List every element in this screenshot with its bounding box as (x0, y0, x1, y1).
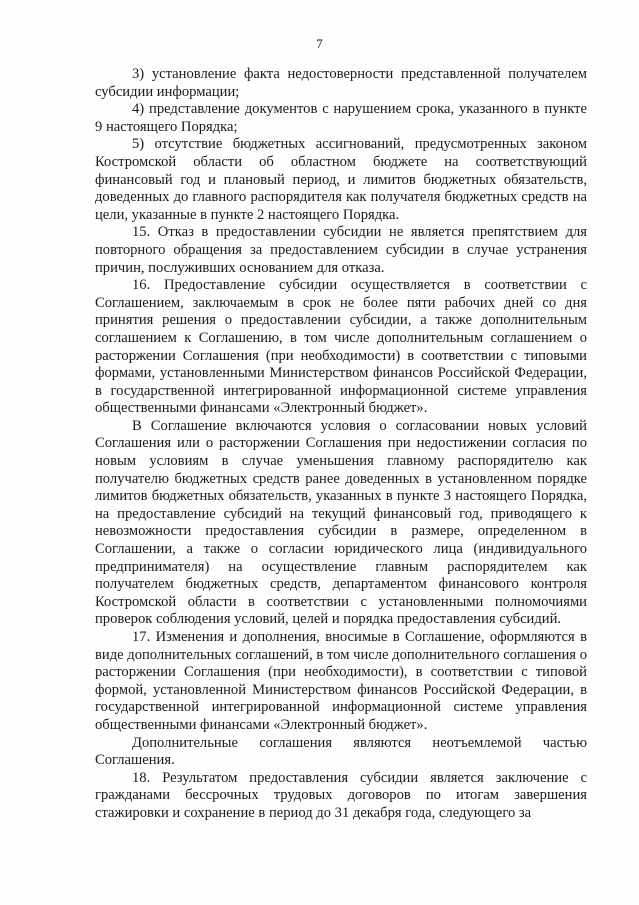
paragraph-clause-15: 15. Отказ в предоставлении субсидии не является препятствием для повторного обращения за предоставлением субсидии в случае устранения причин, послуживших основанием для отказа. (95, 224, 587, 276)
paragraph-clause-18: 18. Результатом предоставления субсидии является заключение с гражданами бессрочных трудовых договоров по итогам завершения стажировки и сохранение в период до 31 декабря года, следующего за (95, 769, 587, 821)
paragraph-additional-agreements: Дополнительные соглашения являются неотъемлемой частью Соглашения. (95, 734, 587, 769)
page-number: 7 (316, 36, 323, 51)
paragraph-item-3: 3) установление факта недостоверности представленной получателем субсидии информации; (95, 66, 587, 100)
paragraph-agreement-conditions: В Соглашение включаются условия о согласовании новых условий Соглашения или о расторжении Соглашения при недостижении согласия по новым условиям в случае уменьшения главному распорядителю как получателю бюджетных средств ранее доведенных в установленном порядке лимитов бюджетных обязательств, указанных в пункте 3 настоящего Порядка, на предоставление субсидий на текущий финансовый год, приводящего к невозможности предоставления субсидии в размере, определенном в Соглашении, а также о согласии юридического лица (индивидуального предпринимателя) на осуществление главным распорядителем как получателем бюджетных средств, департаментом финансового контроля Костромской области в соответствии с установленными полномочиями проверок соблюдения условий, целей и порядка предоставления субсидий. (95, 417, 587, 628)
paragraph-clause-17: 17. Изменения и дополнения, вносимые в Соглашение, оформляются в виде дополнительных соглашений, в том числе дополнительного соглашения о расторжении Соглашения (при необходимости), в соответствии с типовой формой, установленной Министерством финансов Российской Федерации, в государственной интегрированной информационной системе управления общественными финансами «Электронный бюджет». (95, 629, 587, 733)
paragraph-clause-16: 16. Предоставление субсидии осуществляется в соответствии с Соглашением, заключаемым в срок не более пяти рабочих дней со дня принятия решения о предоставлении субсидии, а также дополнительным соглашением к Соглашению, в том числе дополнительным соглашением о расторжении Соглашения (при необходимости) в соответствии с типовыми формами, установленными Министерством финансов Российской Федерации, в государственной интегрированной информационной системе управления общественными финансами «Электронный бюджет». (95, 277, 587, 417)
paragraph-item-4: 4) представление документов с нарушением срока, указанного в пункте 9 настоящего Порядка; (95, 101, 587, 135)
paragraph-item-5: 5) отсутствие бюджетных ассигнований, предусмотренных законом Костромской области об областном бюджете на соответствующий финансовый год и плановый период, и лимитов бюджетных обязательств, доведенных до главного распорядителя как получателя бюджетных средств на цели, указанные в пункте 2 настоящего Порядка. (95, 136, 587, 223)
document-body (95, 66, 587, 823)
